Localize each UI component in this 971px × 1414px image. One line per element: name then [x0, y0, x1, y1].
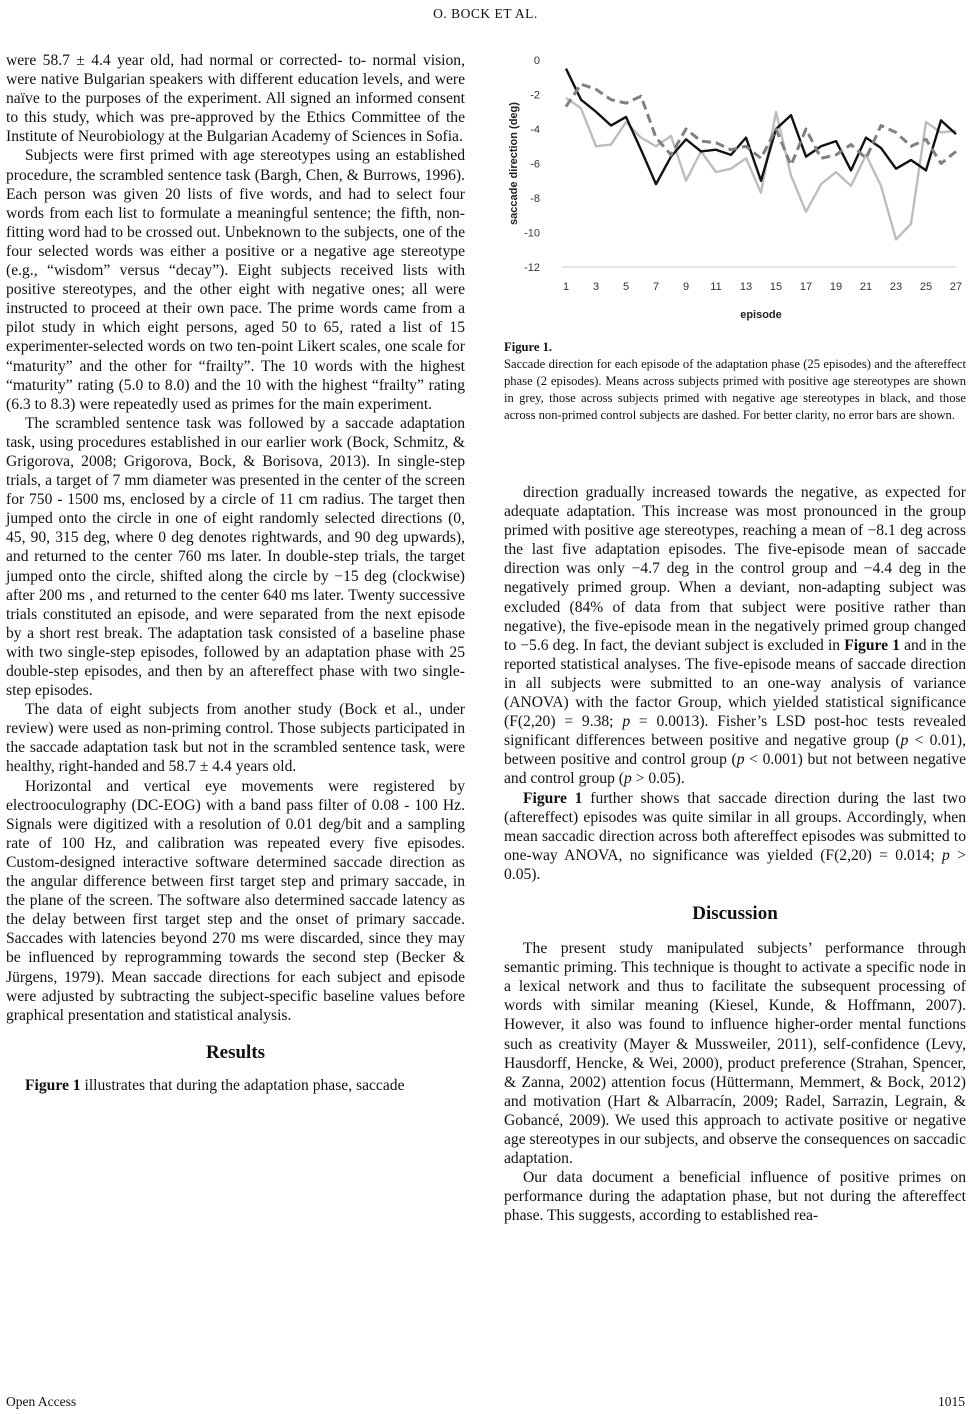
results-heading: Results: [205, 1041, 266, 1063]
x-tick-label: 21: [859, 281, 873, 293]
x-tick-label: 1: [562, 281, 570, 293]
footer-open-access: Open Access: [6, 1394, 77, 1409]
x-tick-label: 19: [829, 281, 843, 293]
x-tick-label: 27: [949, 281, 963, 293]
saccade-direction-chart: [504, 50, 966, 335]
p-symbol: p: [736, 751, 745, 769]
paragraph-text: further shows that saccade direction during the last two (aftereffect) episodes was quite similar in all groups. Accordingly, when mean saccadic direction across both aftereffect episodes was submitted to one-way ANOVA, no significance was yielded (F(2,20) = 0.014;: [504, 789, 966, 864]
paragraph-text: and in the reported statistical analyses. The five-episode means of saccade direction in all subjects were submitted to an one-way analysis of variance (ANOVA) with the factor Group, which yielded statistical significance (F(2,20) = 9.38;: [504, 636, 966, 731]
y-tick-label: 0: [533, 55, 540, 67]
y-tick-label: -6: [530, 158, 540, 171]
figure-ref: Figure 1: [523, 789, 583, 807]
y-tick-label: -10: [524, 227, 540, 240]
figure-caption-text: Saccade direction for each episode of the adaptation phase (25 episodes) and the aftereffect phase (2 episodes). Means across subjects primed with positive age stereotypes are shown in grey, those across subjects primed with negative age stereotypes in black, and those across non-primed control subjects are dashed. For better clarity, no error bars are shown.: [504, 356, 966, 422]
paragraph: [6, 1076, 465, 1095]
y-tick-label: -2: [530, 89, 540, 102]
p-symbol: p: [622, 713, 631, 731]
paragraph-text: direction gradually increased towards the negative, as expected for adequate adaptation. This increase was most pronounced in the group primed with positive age stereotypes, reaching a mean of −8.1 deg across the last five adaptation episodes. The five-episode mean of saccade direction was only −4.7 deg in the control group and −4.4 deg in the negatively primed group. When a deviant, non-adapting subject was excluded (84% of data from that subject were positive rather than negative), the five-episode mean in the negatively primed group changed to −5.6 deg. In fact, the deviant subject is excluded in: [504, 484, 966, 654]
paragraph: [504, 483, 966, 789]
paragraph: The scrambled sentence task was followed by a saccade adaptation task, using procedures established in our earlier work (Bock, Schmitz, & Grigorova, 2008; Grigorova, Bock, & Borisova, 2013). In single-step trials, a target of 7 mm diameter was presented in the center of the screen for 750 - 1500 ms, enclosed by a circle of 11 cm radius. The target then jumped onto the circle in one of eight randomly selected directions (0, 45, 90, 315 deg, where 0 deg denotes rightwards, and 90 deg upwards), and returned to the center 760 ms later. In double-step trials, the target jumped onto the circle, shifted along the circle by −15 deg (clockwise) after 200 ms , and returned to the center 640 ms later. Twenty successive trials constituted an episode, and were separated from the next episode by a short rest break. The adaptation task consisted of a baseline phase with two single-step episodes, followed by an adaptation phase with 25 double-step episodes, and then by an aftereffect phase with two single-step episodes.: [6, 414, 465, 700]
paragraph: were 58.7 ± 4.4 year old, had normal or corrected- to- normal vision, were native Bulgarian speakers with different education levels, and were naïve to the purposes of the experiment. All signed an informed consent to this study, which was pre-approved by the Ethics Committee of the Institute of Neurobiology at the Bulgarian Academy of Sciences in Sofia.: [6, 52, 465, 146]
x-tick-label: 13: [739, 281, 753, 293]
paragraph-text: < 0.01), between positive and control group (: [504, 732, 966, 769]
paragraph-text: > 0.05).: [504, 846, 966, 883]
right-column: [504, 483, 966, 1225]
running-head: O. BOCK ET AL.: [433, 6, 538, 21]
p-symbol: p: [942, 846, 950, 864]
y-tick-label: -4: [530, 124, 540, 136]
paragraph-text: illustrates that during the adaptation phase, saccade: [80, 1076, 405, 1094]
x-tick-label: 17: [799, 281, 813, 293]
p-symbol: p: [900, 732, 909, 750]
y-axis-label: saccade direction (deg): [508, 102, 520, 225]
paragraph-text: > 0.05).: [631, 770, 685, 788]
discussion-heading: Discussion: [692, 902, 778, 924]
y-tick-label: -8: [530, 193, 540, 205]
paragraph-text: = 0.0013). Fisher’s LSD post-hoc tests revealed significant differences between positive and negative group (: [504, 713, 966, 750]
paragraph-text: < 0.001) but not between negative and control group (: [504, 751, 966, 788]
page-number: 1015: [938, 1394, 965, 1409]
figure-caption: [504, 339, 966, 424]
x-tick-label: 9: [682, 281, 690, 293]
paragraph: The present study manipulated subjects’ performance through semantic priming. This technique is thought to activate a specific node in a lexical network and thus to facilitate the subsequent processing of words with similar meaning (Kiesel, Kunde, & Hoffmann, 2007). However, it also was found to influence higher-order mental functions such as creativity (Mayer & Mussweiler, 2011), self-confidence (Levy, Hausdorff, Hencke, & Wei, 2000), product preference (Strahan, Spencer, & Zanna, 2002) attention focus (Hüttermann, Memmert, & Bock, 2012) and motivation (Hart & Albarracín, 2009; Radel, Sarrazin, Legrain, & Gobancé, 2009). We used this approach to activate positive or negative age stereotypes in our subjects, and observe the consequences on saccadic adaptation.: [504, 940, 967, 1168]
figure-ref: Figure 1: [844, 636, 900, 654]
left-column: [6, 51, 465, 1095]
x-tick-label: 25: [919, 281, 933, 293]
paragraph: The data of eight subjects from another study (Bock et al., under review) were used as non-priming control. Those subjects participated in the saccade adaptation task but not in the scrambled sentence task, were healthy, right-handed and 58.7 ± 4.4 years old.: [6, 701, 465, 776]
figure-ref: Figure 1: [25, 1076, 81, 1094]
x-tick-label: 3: [592, 281, 600, 293]
y-tick-label: -12: [524, 262, 540, 274]
x-tick-label: 7: [652, 281, 660, 293]
x-axis-label: episode: [740, 309, 782, 321]
paragraph: Subjects were first primed with age stereotypes using an established procedure, the scrambled sentence task (Bargh, Chen, & Burrows, 1996). Each person was given 20 lists of five words, and had to select four words from each list to formulate a meaningful sentence; the fifth, non-fitting word had to be crossed out. Unbeknown to the subjects, one of the four selected words was either a positive or a negative age stereotype (e.g., “wisdom” versus “decay”). Eight subjects received lists with positive stereotypes, and the other eight with negative ones; all were instructed to proceed at their own pace. The prime words came from a pilot study in which eight persons, aged 50 to 65, rated a list of 15 experimenter-selected words on two ten-point Likert scales, one scale for “maturity” and the other for “frailty”. The 10 words with the highest “maturity” rating (5.0 to 8.0) and the 10 with the highest “frailty” rating (6.3 to 8.3) were repeatedly used as primes for the main experiment.: [6, 147, 465, 413]
paragraph: Our data document a beneficial influence of positive primes on performance during the adaptation phase, but not during the aftereffect phase. This suggests, according to established rea-: [504, 1169, 966, 1225]
paragraph: Horizontal and vertical eye movements were registered by electrooculography (DC-EOG) with a band pass filter of 0.08 - 100 Hz. Signals were digitized with a resolution of 0.01 deg/bit and a sampling rate of 100 Hz, and calibration was repeated every five episodes. Custom-designed interactive software determined saccade direction as the angular difference between first target step and primary saccade, in the plane of the screen. The software also determined saccade latency as the delay between first target step and the onset of primary saccade. Saccades with latencies beyond 270 ms were discarded, since they may be influenced by reprogramming towards the second step (Becker & Jürgens, 1979). Mean saccade directions for each subject and episode were adjusted by subtracting the subject-specific baseline values before graphical presentation and statistical analysis.: [6, 777, 465, 1024]
x-tick-label: 15: [769, 281, 783, 293]
figure-caption-title: Figure 1.: [504, 340, 553, 354]
paragraph: [504, 789, 966, 884]
p-symbol: p: [623, 770, 632, 788]
x-tick-label: 5: [622, 281, 630, 293]
x-tick-label: 11: [710, 281, 722, 293]
x-tick-label: 23: [889, 281, 903, 293]
